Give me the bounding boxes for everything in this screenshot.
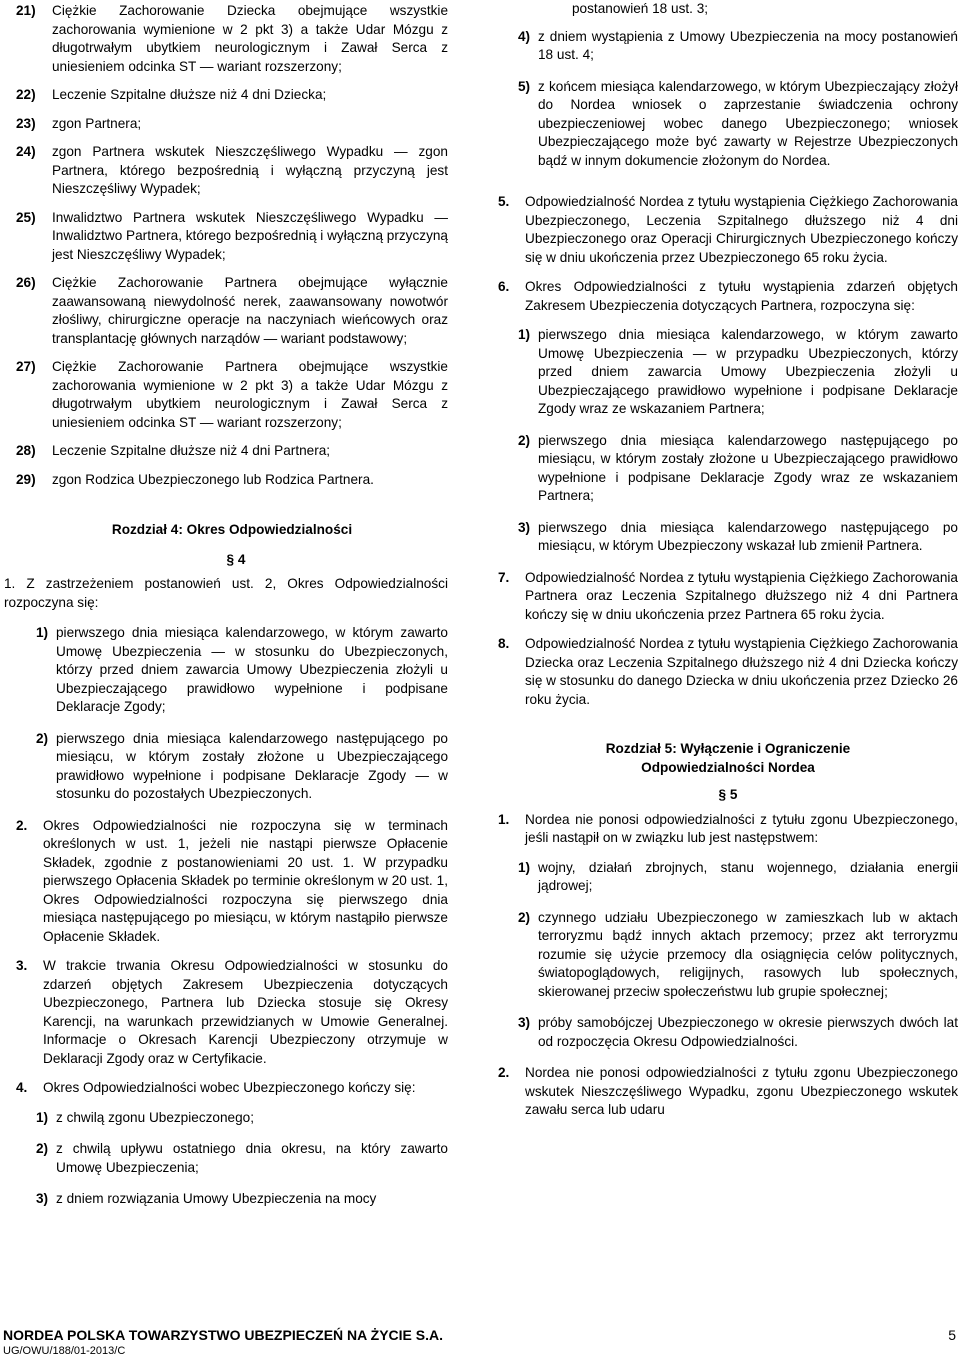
item-number: 6. (498, 279, 510, 294)
item-text: zgon Partnera; (52, 115, 142, 131)
list-item (36, 1140, 448, 1177)
item-number: 26) (16, 275, 36, 290)
company-name: NORDEA POLSKA TOWARZYSTWO UBEZPIECZEŃ NA ŻYCIE S.A. (3, 1327, 443, 1343)
list-item (16, 86, 448, 105)
exclusion-2 (498, 1064, 958, 1120)
section-item (498, 1064, 958, 1120)
section-item (498, 635, 958, 709)
section-5 (498, 193, 958, 267)
section-item (16, 957, 448, 1068)
item-text: Ciężkie Zachorowanie Partnera obejmujące wszystkie zachorowania wymienione w 2 pkt 3) a także Udar Mózgu z długotrwałym ubytkiem neurologicznym i Zawał Serca z uniesieniem odcinka ST — wariant rozszerzony; (52, 359, 448, 430)
item-text: z dniem wystąpienia z Umowy Ubezpieczenia na mocy postanowień 18 ust. 4; (538, 28, 958, 62)
item-text: pierwszego dnia miesiąca kalendarzowego następującego po miesiącu, w którym zostały złożone u Ubezpieczającego prawidłowo wypełnione i podpisane Deklaracje Zgody — w stosunku do pozostałych Ubezpieczonych. (56, 730, 448, 801)
item-text: Ciężkie Zachorowanie Dziecka obejmujące wszystkie zachorowania wymienione w 2 pkt 3) a także Udar Mózgu z długotrwałym ubytkiem neurologicznym i Zawał Serca z uniesieniem odcinka ST — wariant rozszerzony; (52, 3, 448, 74)
section-item (498, 811, 958, 848)
item-number: 1) (36, 625, 49, 640)
item-text: Leczenie Szpitalne dłuższe niż 4 dni Dziecka; (52, 87, 327, 102)
list-e1 (498, 859, 958, 1052)
list-item (16, 442, 448, 461)
item-text: Okres Odpowiedzialności wobec Ubezpieczonego kończy się: (43, 1080, 416, 1095)
item-text: Leczenie Szpitalne dłuższe niż 4 dni Partnera; (52, 443, 331, 458)
item-text: z chwilą zgonu Ubezpieczonego; (56, 1109, 254, 1125)
document-code: UG/OWU/188/01-2013/C (3, 1345, 126, 1357)
page-number: 5 (948, 1327, 956, 1343)
item-number: 29) (16, 471, 36, 487)
item-number: 2) (36, 1141, 49, 1156)
item-number: 3) (36, 1191, 49, 1206)
item-number: 2. (16, 817, 28, 833)
left-column (4, 0, 448, 1222)
section-1-text: 1. Z zastrzeżeniem postanowień ust. 2, Okres Odpowiedzialności rozpoczyna się: (4, 576, 448, 610)
item-text: zgon Rodzica Ubezpieczonego lub Rodzica Partnera. (52, 471, 374, 487)
item-number: 3) (518, 1015, 531, 1030)
item-number: 3) (518, 519, 531, 535)
item-text: pierwszego dnia miesiąca kalendarzowego, w którym zawarto Umowę Ubezpieczenia — w stosunku do Ubezpieczonych, którzy przed dniem zawarcia Umowy Ubezpieczenia złożyli u Ubezpieczającego prawidłowo wypełnione i podpisane Deklaracje Zgody; (56, 625, 448, 714)
list-item (16, 115, 448, 134)
item-number: 2) (36, 730, 49, 746)
list-item (36, 730, 448, 804)
item-text: Inwalidztwo Partnera wskutek Nieszczęśliwego Wypadku — Inwalidztwo Partnera, którego bezpośrednią i wyłączną przyczyną jest Nieszczęśliwy Wypadek; (52, 209, 448, 262)
item-number: 2. (498, 1065, 510, 1080)
paragraph-sign-icon: § (718, 787, 727, 802)
list-item (518, 28, 958, 65)
list-item (518, 909, 958, 1002)
exclusion-1 (498, 811, 958, 848)
item-text: z dniem rozwiązania Umowy Ubezpieczenia na mocy (56, 1191, 377, 1206)
paragraph-number: 4 (237, 551, 246, 567)
item-text: Odpowiedzialność Nordea z tytułu wystąpienia Ciężkiego Zachorowania Dziecka oraz Leczenia Szpitalnego dłuższego niż 4 dni Dziecka kończy się w stosunku do danego Dziecka w dniu ukończenia przez Dziecko 26 roku życia. (525, 636, 958, 707)
item-number: 5) (518, 78, 531, 94)
item-text: pierwszego dnia miesiąca kalendarzowego, w którym zawarto Umowę Ubezpieczenia — w przypadku Ubezpieczonych, którzy przed dniem zawarcia Umowy Ubezpieczenia złożyli u Ubezpieczającego prawidłowo wypełnione i podpisane Deklaracje Zgody wraz ze wskazaniem Partnera; (538, 327, 958, 416)
list-item (518, 326, 958, 419)
item-text: Nordea nie ponosi odpowiedzialności z tytułu zgonu Ubezpieczonego wskutek Nieszczęśliwego Wypadku, zgonu Ubezpieczonego wskutek zawału serca lub udaru (525, 1065, 958, 1117)
item-text: wojny, działań zbrojnych, stanu wojennego, działania energii jądrowej; (538, 859, 958, 893)
list-s4 (16, 1109, 448, 1209)
item-text: pierwszego dnia miesiąca kalendarzowego następującego po miesiącu, w którym Ubezpieczony wskazał lub zmienił Partnera. (538, 519, 958, 553)
item-text: Okres Odpowiedzialności z tytułu wystąpienia zdarzeń objętych Zakresem Ubezpieczenia dotyczących Partnera, rozpoczyna się: (525, 279, 958, 313)
chapter-5-heading-line2: Odpowiedzialności Nordea (641, 759, 815, 775)
section-item (498, 193, 958, 267)
chapter-4-heading: Rozdział 4: Okres Odpowiedzialności (111, 522, 353, 537)
paragraph-5-mark (498, 786, 958, 805)
section-4 (16, 1079, 448, 1098)
item-text: W trakcie trwania Okresu Odpowiedzialności w stosunku do zdarzeń objętych Zakresem Ubezpieczenia dotyczących Ubezpieczonego, Partnera lub Dziecka stosuje się Okresy Karencji, na warunkach przewidzianych w Umowie Generalnej. Informacje o Okresach Karencji Ubezpieczony otrzymuje w Deklaracji Zgody oraz w Certyfikacie. (43, 958, 448, 1066)
item-text: Nordea nie ponosi odpowiedzialności z tytułu zgonu Ubezpieczonego, jeśli nastąpił on w związku lub jest następstwem: (525, 811, 958, 845)
item-number: 2) (518, 432, 531, 448)
item-number: 22) (16, 87, 36, 102)
item-text: próby samobójczej Ubezpieczonego w okresie pierwszych dwóch lat od rozpoczęcia Okresu Odpowiedzialności. (538, 1015, 958, 1049)
item-number: 3. (16, 958, 28, 973)
item-text: Odpowiedzialność Nordea z tytułu wystąpienia Ciężkiego Zachorowania Ubezpieczonego, Leczenia Szpitalnego dłuższego niż 4 dni Ubezpieczonego oraz Operacji Chirurgicznych Ubezpieczonego kończy się w dniu ukończenia przez Ubezpieczonego 65 roku życia. (525, 194, 958, 265)
section-6 (498, 278, 958, 315)
item-number: 25) (16, 209, 36, 225)
list-item (518, 432, 958, 506)
item-number: 24) (16, 144, 36, 159)
section-7 (498, 569, 958, 625)
item-number: 2) (518, 909, 531, 925)
item-number: 28) (16, 443, 36, 458)
item-number: 1. (498, 811, 510, 827)
right-column (498, 0, 958, 1131)
item-text: z chwilą upływu ostatniego dnia okresu, na który zawarto Umowę Ubezpieczenia; (56, 1141, 448, 1175)
item-text: pierwszego dnia miesiąca kalendarzowego następującego po miesiącu, w którym zostały złożone u Ubezpieczającego prawidłowo wypełnione i podpisane Deklaracje Zgody wraz ze wskazaniem Partnera; (538, 432, 958, 503)
item-number: 4) (518, 28, 531, 44)
continuation-text: postanowień 18 ust. 3; (572, 1, 709, 16)
list-item (518, 78, 958, 171)
item-text: Odpowiedzialność Nordea z tytułu wystąpienia Ciężkiego Zachorowania Partnera oraz Leczenia Szpitalnego dłuższego niż 4 dni Partnera kończy się w dniu ukończenia przez Partnera 65 roku życia. (525, 569, 958, 622)
list-s6 (498, 326, 958, 556)
list-item (16, 2, 448, 76)
list-item (518, 1014, 958, 1051)
list-item (36, 624, 448, 717)
list-s1 (16, 624, 448, 804)
list-item (518, 859, 958, 896)
paragraph-number: 5 (729, 787, 738, 802)
item-text: zgon Partnera wskutek Nieszczęśliwego Wypadku — zgon Partnera, którego bezpośrednią i wyłączną przyczyną jest Nieszczęśliwy Wypadek; (52, 144, 448, 196)
list-item (36, 1109, 448, 1128)
section-item (498, 278, 958, 315)
list-item (16, 274, 448, 348)
section-item (498, 569, 958, 625)
list-item (518, 519, 958, 556)
chapter-5-heading-line1: Rozdział 5: Wyłączenie i Ograniczenie (605, 741, 851, 756)
paragraph-4-mark (24, 551, 448, 570)
item-number: 8. (498, 636, 510, 651)
item-number: 7. (498, 569, 510, 585)
list-item (16, 209, 448, 265)
section-8 (498, 635, 958, 709)
list-left-a (16, 2, 448, 489)
item-number: 5. (498, 194, 510, 209)
item-text: Ciężkie Zachorowanie Partnera obejmujące wyłącznie zaawansowaną niewydolność nerek, zaawansowany nowotwór złośliwy, chirurgiczne operacje na naczyniach wieńcowych oraz transplantację głównych narządów — wariant podstawowy; (52, 275, 448, 346)
list-item (16, 143, 448, 199)
section-3 (16, 957, 448, 1068)
item-number: 4. (16, 1080, 28, 1095)
list-s4-cont (498, 28, 958, 171)
item-text: z końcem miesiąca kalendarzowego, w którym Ubezpieczający złożył do Nordea wniosek o zaprzestanie świadczenia ochrony ubezpieczeniowej wobec danego Ubezpieczonego; wniosek Ubezpieczającego może być zawarty w Rejestrze Ubezpieczonych bądź w innym dokumencie złożonym do Nordea. (538, 78, 958, 168)
list-item (36, 1190, 448, 1209)
section-2 (16, 817, 448, 947)
list-item (16, 471, 448, 490)
item-number: 27) (16, 359, 36, 374)
item-number: 23) (16, 115, 36, 131)
paragraph-sign-icon: § (226, 551, 235, 567)
item-number: 1) (518, 859, 531, 875)
section-item (16, 1079, 448, 1098)
list-item (16, 358, 448, 432)
item-number: 21) (16, 3, 36, 18)
item-text: Okres Odpowiedzialności nie rozpoczyna się w terminach określonych w ust. 1, jeżeli nie nastąpi pierwsze Opłacenie Składek, zgodnie z postanowieniami 20 ust. 1. W przypadku pierwszego Opłacenia Składek po terminie określonym w 20 ust. 1, Okres Odpowiedzialności rozpoczyna się pierwszego dnia miesiąca następującego po miesiącu, w którym nastąpiło pierwsze Opłacenie Składek. (43, 817, 448, 944)
item-number: 1) (36, 1109, 49, 1125)
item-number: 1) (518, 327, 531, 342)
item-text: czynnego udziału Ubezpieczonego w zamieszkach lub w aktach terroryzmu bądź innych aktach przemocy; przez akt terroryzmu rozumie się użycie przemocy dla osiągnięcia celów politycznych, światopoglądowych, religijnych, rasowych lub społecznych, skierowanej przeciw społeczeństwu lub grupie społecznej; (538, 909, 958, 999)
section-item (16, 817, 448, 947)
